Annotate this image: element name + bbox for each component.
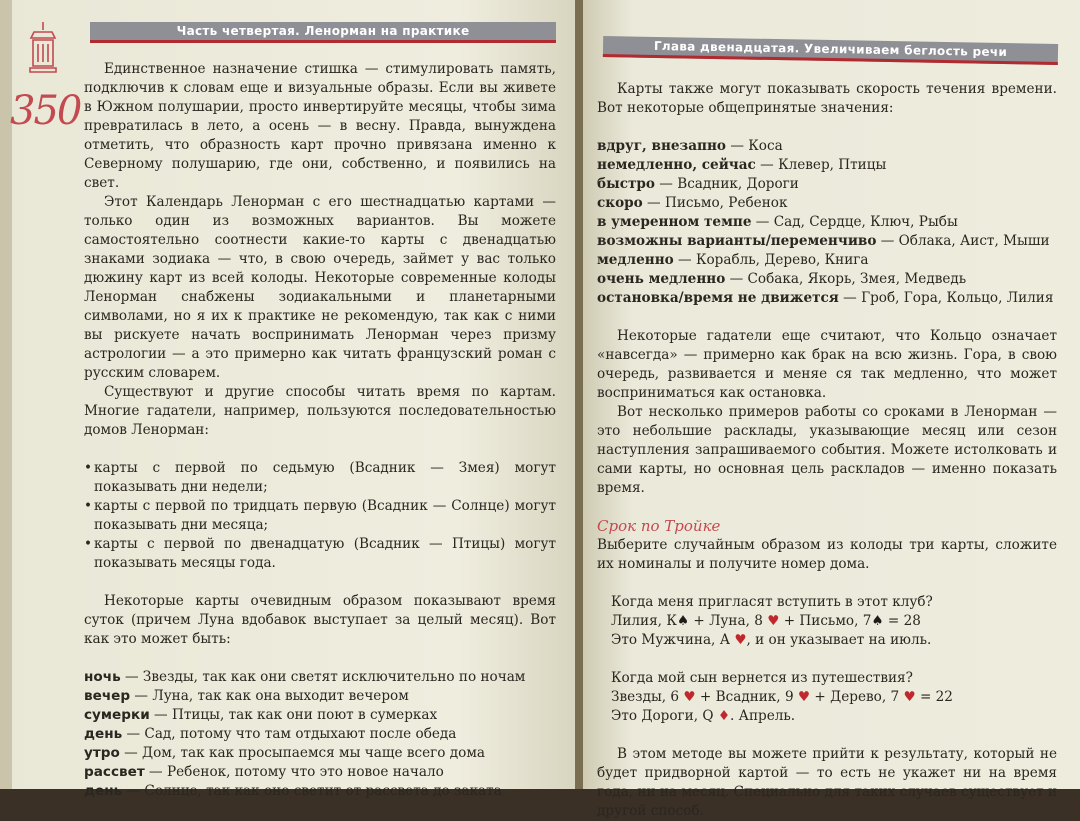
paragraph: В этом методе вы можете прийти к результату, который не будет придворной картой — то есть не укажет ни на время года, ни на месяц. Специально для таких случаев существует и другой способ. bbox=[597, 746, 1058, 819]
page-number: 350 bbox=[10, 88, 81, 134]
term-desc: — Звезды, так как они светят исключительно по ночам bbox=[120, 669, 526, 685]
term-desc: — Гроб, Гора, Кольцо, Лилия bbox=[838, 290, 1054, 306]
term-desc: — Облака, Аист, Мыши bbox=[876, 233, 1050, 249]
term: остановка/время не движется bbox=[597, 290, 839, 306]
speed-list bbox=[597, 137, 1057, 308]
spade-icon: ♠ bbox=[871, 613, 884, 629]
example-question: Когда мой сын вернется из путешествия? bbox=[611, 670, 913, 686]
term-desc: — Ребенок, потому что это новое начало bbox=[144, 764, 444, 780]
time-of-day-list bbox=[84, 668, 556, 801]
term: день bbox=[84, 726, 123, 742]
left-body bbox=[84, 60, 556, 801]
paragraph: Существуют и другие способы читать время по картам. Многие гадатели, например, пользуются последовательностью домов Ленорман: bbox=[84, 384, 556, 438]
term-desc: — Солнце, так как оно светит от рассвета до заката bbox=[122, 783, 502, 799]
example-question: Когда меня пригласят вступить в этот клуб? bbox=[611, 594, 933, 610]
term-desc: — Собака, Якорь, Змея, Медведь bbox=[725, 271, 967, 287]
term-desc: — Письмо, Ребенок bbox=[642, 195, 788, 211]
paragraph: Этот Календарь Ленорман с его шестнадцатью картами — только один из возможных вариантов. Вы можете самостоятельно соотнести какие-то карты с двенадцатью знаками зодиака — что, в свою очередь, займет у вас только дюжину карт из всей колоды. Некоторые современные колоды Ленорман снабжены зодиакальными и планетарными символами, но я их к практике не рекомендую, так как с ними вы рискуете начать воспринимать Ленорман через призму астрологии — а это примерно как читать французский роман с русским словарем. bbox=[84, 194, 556, 381]
lantern-icon bbox=[24, 20, 62, 78]
term: очень медленно bbox=[597, 271, 726, 287]
list-item: • карты с первой по тридцать первую (Всадник — Солнце) могут показывать дни месяца; bbox=[84, 497, 556, 535]
term: сумерки bbox=[84, 707, 150, 723]
heart-icon: ♥ bbox=[683, 689, 696, 705]
running-head: Часть четвертая. Ленорман на практике bbox=[90, 22, 556, 43]
term-desc: — Сад, потому что там отдыхают после обеда bbox=[122, 726, 457, 742]
term: в умеренном темпе bbox=[597, 214, 752, 230]
term: вечер bbox=[84, 688, 131, 704]
diamond-icon: ♦ bbox=[717, 708, 731, 724]
term-desc: — Сад, Сердце, Ключ, Рыбы bbox=[751, 214, 958, 230]
term-desc: — Птицы, так как они поют в сумерках bbox=[149, 707, 438, 723]
term-desc: — Клевер, Птицы bbox=[755, 157, 887, 173]
right-body bbox=[597, 80, 1057, 821]
heart-icon: ♥ bbox=[767, 613, 780, 629]
term-desc: — Луна, так как она выходит вечером bbox=[130, 688, 409, 704]
list-item: • карты с первой по двенадцатую (Всадник — Птицы) могут показывать месяцы года. bbox=[84, 535, 556, 573]
section-heading: Срок по Тройке bbox=[597, 517, 721, 535]
example-sum: Лилия, К♠ + Луна, 8 ♥ + Письмо, 7♠ = 28 bbox=[611, 613, 921, 629]
paragraph: Единственное назначение стишка — стимулировать память, подключив к словам еще и визуальные образы. Если вы живете в Южном полушарии, просто инвертируйте месяцы, чтобы зима превратилась в лето, а осень — в весну. Правда, вынуждена отметить, что образность карт прочно привязана именно к Северному полушарию, где они, собственно, и появились на свет. bbox=[84, 61, 556, 191]
bullet-list bbox=[84, 459, 556, 573]
paragraph: Некоторые карты очевидным образом показывают время суток (причем Луна вдобавок выступает за целый месяц). Вот как это может быть: bbox=[84, 593, 556, 647]
term: возможны варианты/переменчиво bbox=[597, 233, 877, 249]
example-sum: Звезды, 6 ♥ + Всадник, 9 ♥ + Дерево, 7 ♥ = 22 bbox=[611, 689, 953, 705]
term: день bbox=[84, 783, 123, 799]
running-head: Глава двенадцатая. Увеличиваем беглость речи bbox=[603, 36, 1058, 65]
example-result: Это Дороги, Q ♦. Апрель. bbox=[611, 708, 796, 724]
heart-icon: ♥ bbox=[797, 689, 811, 705]
example-1 bbox=[597, 593, 1057, 650]
term: скоро bbox=[597, 195, 643, 211]
example-result: Это Мужчина, А ♥, и он указывает на июль. bbox=[611, 632, 932, 648]
paragraph: Вот несколько примеров работы со сроками в Ленорман — это небольшие расклады, указывающие месяц или сезон наступления запрашиваемого события. Можете истолковать и сами карты, но основная цель раскладов — именно показать время. bbox=[597, 404, 1057, 496]
term-desc: — Коса bbox=[726, 138, 783, 154]
term: быстро bbox=[597, 176, 655, 192]
term-desc: — Корабль, Дерево, Книга bbox=[673, 252, 869, 268]
right-page bbox=[583, 0, 1080, 819]
term: утро bbox=[84, 745, 120, 761]
paragraph: Некоторые гадатели еще считают, что Кольцо означает «навсегда» — примерно как брак на всю жизнь. Гора, в свою очередь, развивается и меняе ся так медленно, что может восприниматься как остановка. bbox=[597, 328, 1057, 401]
term-desc: — Всадник, Дороги bbox=[654, 176, 799, 192]
term: ночь bbox=[84, 669, 121, 685]
term: рассвет bbox=[84, 764, 145, 780]
paragraph: Выберите случайным образом из колоды три карты, сложите их номиналы и получите номер дома. bbox=[597, 537, 1057, 572]
book-gutter bbox=[575, 0, 583, 789]
example-2 bbox=[597, 669, 1057, 726]
term-desc: — Дом, так как просыпаемся мы чаще всего дома bbox=[119, 745, 486, 761]
list-item: • карты с первой по седьмую (Всадник — Змея) могут показывать дни недели; bbox=[84, 459, 556, 497]
paragraph: Карты также могут показывать скорость течения времени. Вот некоторые общепринятые значения: bbox=[597, 81, 1057, 116]
heart-icon: ♥ bbox=[734, 632, 747, 648]
term: немедленно, сейчас bbox=[597, 157, 756, 173]
spade-icon: ♠ bbox=[676, 613, 690, 629]
term: вдруг, внезапно bbox=[597, 138, 727, 154]
heart-icon: ♥ bbox=[903, 689, 916, 705]
term: медленно bbox=[597, 252, 674, 268]
